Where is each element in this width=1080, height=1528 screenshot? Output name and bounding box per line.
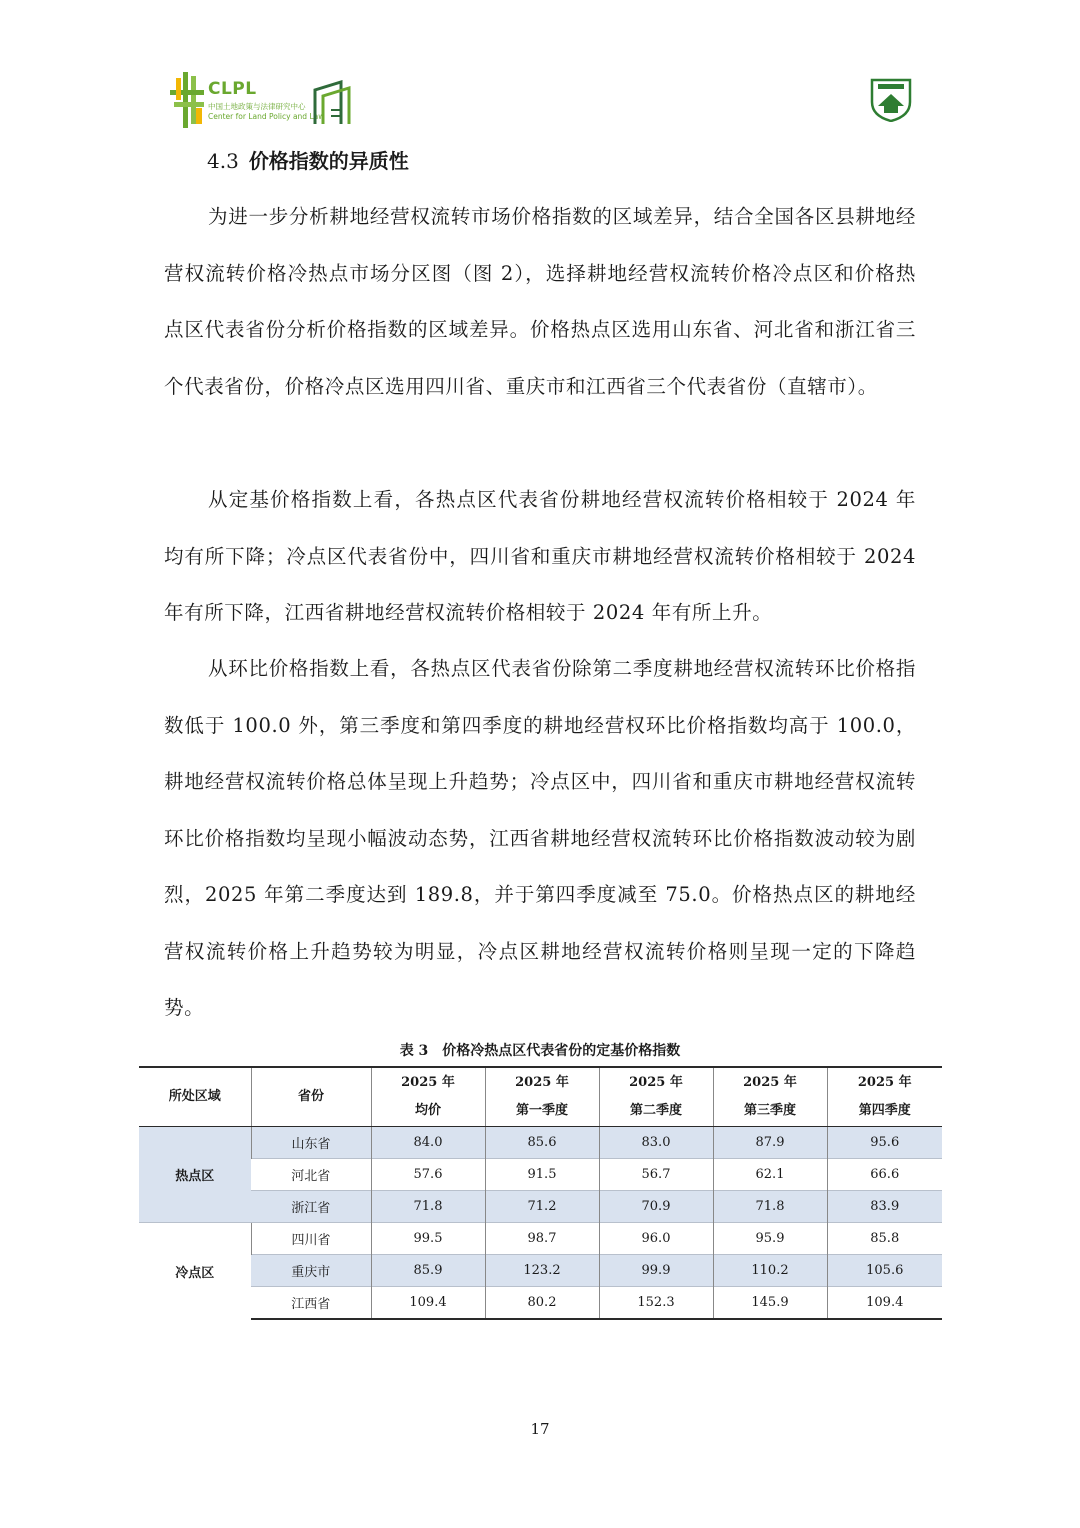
logo-abbreviation: CLPL [208, 79, 257, 99]
province-cell: 四川省 [251, 1223, 371, 1255]
value-cell: 57.6 [371, 1159, 485, 1191]
page-header [0, 0, 1080, 140]
building-logo-icon [311, 80, 353, 126]
value-cell: 145.9 [713, 1287, 827, 1320]
header-avg: 2025 年 均价 [371, 1067, 485, 1127]
table-row [139, 1159, 942, 1191]
clpl-mark-icon [168, 72, 206, 128]
section-heading [207, 145, 409, 174]
value-cell: 152.3 [599, 1287, 713, 1320]
price-index-table [139, 1066, 942, 1320]
paragraph: 为进一步分析耕地经营权流转市场价格指数的区域差异，结合全国各区县耕地经营权流转价格冷热点市场分区图（图 2），选择耕地经营权流转价格冷点区和价格热点区代表省份分析价格指数的区域差异。价格热点区选用山东省、河北省和浙江省三个代表省份，价格冷点区选用四川省、重庆市和江西省三个代表省份（直辖市）。 [164, 205, 916, 398]
paragraph: 从定基价格指数上看，各热点区代表省份耕地经营权流转价格相较于 2024 年均有所下降；冷点区代表省份中，四川省和重庆市耕地经营权流转价格相较于 2024 年有所下降，江西省耕地经营权流转价格相较于 2024 年有所上升。 [164, 488, 916, 624]
university-emblem-icon [868, 76, 914, 122]
header-region: 所处区域 [139, 1067, 251, 1127]
region-hot: 热点区 [139, 1127, 251, 1223]
value-cell: 66.6 [827, 1159, 942, 1191]
header-q4: 2025 年 第四季度 [827, 1067, 942, 1127]
value-cell: 123.2 [485, 1255, 599, 1287]
value-cell: 109.4 [371, 1287, 485, 1320]
header-q3: 2025 年 第三季度 [713, 1067, 827, 1127]
value-cell: 96.0 [599, 1223, 713, 1255]
table-caption: 表 3 价格冷热点区代表省份的定基价格指数 [399, 1043, 681, 1059]
logo-chinese-name: 中国土地政策与法律研究中心 [208, 102, 306, 111]
value-cell: 99.9 [599, 1255, 713, 1287]
value-cell: 80.2 [485, 1287, 599, 1320]
value-cell: 110.2 [713, 1255, 827, 1287]
province-cell: 江西省 [251, 1287, 371, 1320]
value-cell: 95.6 [827, 1127, 942, 1159]
province-cell: 浙江省 [251, 1191, 371, 1223]
table-row [139, 1223, 942, 1255]
province-cell: 河北省 [251, 1159, 371, 1191]
section-number: 4.3 [207, 149, 239, 173]
value-cell: 56.7 [599, 1159, 713, 1191]
region-cold: 冷点区 [139, 1223, 251, 1320]
value-cell: 83.9 [827, 1191, 942, 1223]
clpl-logo [168, 72, 353, 130]
value-cell: 105.6 [827, 1255, 942, 1287]
value-cell: 71.8 [713, 1191, 827, 1223]
table-row [139, 1127, 942, 1159]
value-cell: 84.0 [371, 1127, 485, 1159]
logo-english-name: Center for Land Policy and Law [208, 112, 325, 121]
province-cell: 山东省 [251, 1127, 371, 1159]
value-cell: 109.4 [827, 1287, 942, 1320]
table-row [139, 1287, 942, 1320]
section-title: 价格指数的异质性 [248, 149, 409, 173]
value-cell: 95.9 [713, 1223, 827, 1255]
value-cell: 91.5 [485, 1159, 599, 1191]
value-cell: 85.9 [371, 1255, 485, 1287]
value-cell: 85.6 [485, 1127, 599, 1159]
table-row [139, 1255, 942, 1287]
value-cell: 62.1 [713, 1159, 827, 1191]
header-q2: 2025 年 第二季度 [599, 1067, 713, 1127]
value-cell: 98.7 [485, 1223, 599, 1255]
province-cell: 重庆市 [251, 1255, 371, 1287]
header-province: 省份 [251, 1067, 371, 1127]
paragraph: 从环比价格指数上看，各热点区代表省份除第二季度耕地经营权流转环比价格指数低于 100.0 外，第三季度和第四季度的耕地经营权环比价格指数均高于 100.0，耕地经营权流转价格总体呈现上升趋势；冷点区中，四川省和重庆市耕地经营权流转环比价格指数均呈现小幅波动态势，江西省耕地经营权流转环比价格指数波动较为剧烈，2025 年第二季度达到 189.8，并于第四季度减至 75.0。价格热点区的耕地经营权流转价格上升趋势较为明显，冷点区耕地经营权流转价格则呈现一定的下降趋势。 [164, 657, 916, 1019]
value-cell: 87.9 [713, 1127, 827, 1159]
value-cell: 99.5 [371, 1223, 485, 1255]
page-number: 17 [530, 1420, 550, 1438]
value-cell: 83.0 [599, 1127, 713, 1159]
table-header-row [139, 1067, 942, 1127]
value-cell: 70.9 [599, 1191, 713, 1223]
value-cell: 71.2 [485, 1191, 599, 1223]
value-cell: 85.8 [827, 1223, 942, 1255]
header-q1: 2025 年 第一季度 [485, 1067, 599, 1127]
value-cell: 71.8 [371, 1191, 485, 1223]
table-row [139, 1191, 942, 1223]
